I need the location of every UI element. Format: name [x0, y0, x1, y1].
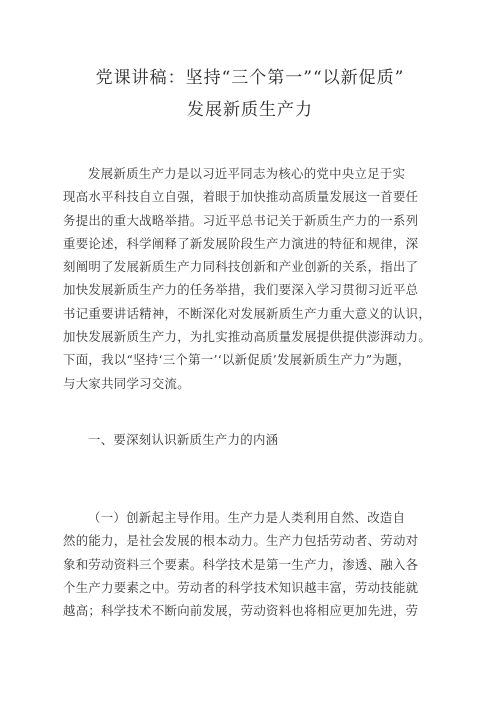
paragraph-line: 发展新质生产力是以习近平同志为核心的党中央立足于实	[88, 166, 406, 181]
paragraph-line: 重要论述，科学阐释了新发展阶段生产力演进的特征和规律，深	[63, 235, 419, 251]
paragraph-line: 与大家共同学习交流。	[63, 375, 190, 391]
paragraph-line: （一）创新起主导作用。生产力是人类利用自然、改造自	[88, 510, 406, 525]
document-title-line-1: 党课讲稿：坚持“三个第一”“以新促质”	[95, 68, 405, 88]
paragraph-line: 下面，我以“坚持‘三个第一’‘以新促质’发展新质生产力”为题，	[63, 352, 411, 368]
paragraph-line: 加快发展新质生产力的任务举措，我们要深入学习贯彻习近平总	[63, 282, 419, 298]
paragraph-line: 个生产力要素之中。劳动者的科学技术知识越丰富，劳动技能就	[63, 579, 419, 595]
paragraph-line: 然的能力，是社会发展的根本动力。生产力包括劳动者、劳动对	[63, 533, 419, 549]
paragraph-line: 加快发展新质生产力，为扎实推动高质量发展提供提供澎湃动力。	[63, 329, 432, 345]
section-heading-block	[63, 428, 439, 451]
paragraph-line: 刻阐明了发展新质生产力同科技创新和产业创新的关系，指出了	[63, 259, 419, 275]
section-heading: 一、要深刻认识新质生产力的内涵	[88, 432, 279, 447]
paragraph-line: 越高；科学技术不断向前发展，劳动资料也将相应更加先进，劳	[63, 603, 419, 619]
intro-paragraph	[63, 162, 439, 395]
body-paragraph	[63, 506, 439, 622]
paragraph-line: 现高水平科技自立自强，着眼于加快推动高质量发展这一首要任	[63, 189, 419, 205]
paragraph-line: 务提出的重大战略举措。习近平总书记关于新质生产力的一系列	[63, 212, 419, 228]
paragraph-line: 象和劳动资料三个要素。科学技术是第一生产力，渗透、融入各	[63, 556, 419, 572]
paragraph-line: 书记重要讲话精神，不断深化对发展新质生产力重大意义的认识，	[63, 305, 432, 321]
document-title-line-2: 发展新质生产力	[187, 100, 313, 120]
